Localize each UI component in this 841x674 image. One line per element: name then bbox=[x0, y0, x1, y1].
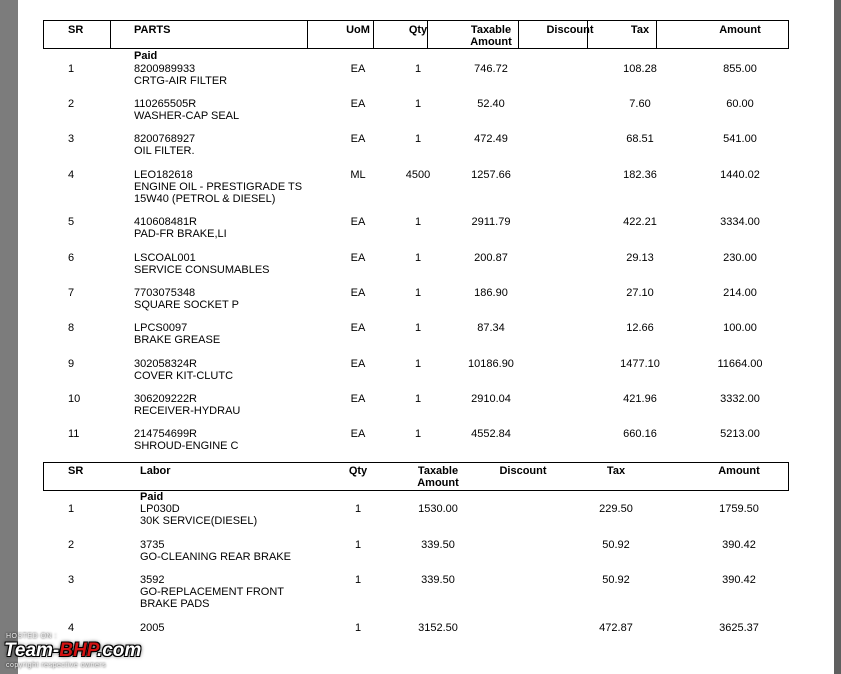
parts-row-uom: EA bbox=[350, 133, 366, 145]
labor-row-amount: 390.42 bbox=[722, 539, 756, 551]
labor-row-taxable: 3152.50 bbox=[418, 622, 458, 634]
labor-row-desc: 2005 bbox=[140, 622, 165, 634]
parts-row-uom: EA bbox=[350, 322, 366, 334]
parts-row-desc: CRTG-AIR FILTER bbox=[134, 75, 228, 87]
parts-row-tax: 29.13 bbox=[626, 252, 654, 264]
parts-row-uom: EA bbox=[350, 428, 366, 440]
labor-row-sr: 3 bbox=[68, 574, 75, 586]
watermark bbox=[4, 633, 204, 673]
labor-row-taxable: 1530.00 bbox=[418, 503, 458, 515]
parts-row-amount: 5213.00 bbox=[720, 428, 760, 440]
watermark-brand-b: BHP bbox=[59, 640, 97, 661]
parts-row-desc: 110265505R bbox=[134, 98, 197, 110]
parts-row-tax: 421.96 bbox=[623, 393, 657, 405]
labor-row-sr: 1 bbox=[68, 503, 75, 515]
labor-row-sr: 2 bbox=[68, 539, 75, 551]
parts-row-tax: 660.16 bbox=[623, 428, 657, 440]
parts-row-qty: 1 bbox=[414, 216, 422, 228]
parts-row-amount: 3334.00 bbox=[720, 216, 760, 228]
labor-header-discount: Discount bbox=[499, 465, 547, 477]
parts-row-uom: EA bbox=[350, 63, 366, 75]
parts-row-taxable: 4552.84 bbox=[471, 428, 511, 440]
parts-row-amount: 11664.00 bbox=[717, 358, 763, 370]
parts-row-desc: BRAKE GREASE bbox=[134, 334, 221, 346]
labor-header-sr: SR bbox=[68, 465, 84, 477]
watermark-brand bbox=[4, 640, 141, 662]
labor-row-desc: 3592 bbox=[140, 574, 165, 586]
parts-row-qty: 1 bbox=[414, 322, 422, 334]
parts-row-desc: 15W40 (PETROL & DIESEL) bbox=[134, 193, 276, 205]
parts-row-taxable: 2910.04 bbox=[471, 393, 511, 405]
labor-row-taxable: 339.50 bbox=[421, 574, 455, 586]
parts-row-desc: LEO182618 bbox=[134, 169, 193, 181]
labor-row-tax: 229.50 bbox=[599, 503, 633, 515]
parts-row-uom: EA bbox=[350, 287, 366, 299]
labor-row-sr: 4 bbox=[68, 622, 75, 634]
parts-header-sr: SR bbox=[68, 24, 84, 36]
parts-row-desc: 410608481R bbox=[134, 216, 198, 228]
parts-row-sr: 11 bbox=[68, 428, 80, 440]
parts-row-taxable: 200.87 bbox=[474, 252, 508, 264]
parts-row-taxable: 2911.79 bbox=[471, 216, 511, 228]
labor-row-desc: BRAKE PADS bbox=[140, 598, 210, 610]
labor-row-qty: 1 bbox=[354, 622, 362, 634]
parts-row-qty: 1 bbox=[414, 252, 422, 264]
labor-row-amount: 3625.37 bbox=[719, 622, 759, 634]
parts-row-amount: 230.00 bbox=[723, 252, 757, 264]
parts-row-amount: 1440.02 bbox=[720, 169, 760, 181]
labor-header-labor: Labor bbox=[140, 465, 171, 477]
labor-row-amount: 390.42 bbox=[722, 574, 756, 586]
labor-row-desc: 3735 bbox=[140, 539, 165, 551]
labor-header-amount: Amount bbox=[718, 465, 760, 477]
parts-row-desc: LSCOAL001 bbox=[134, 252, 196, 264]
watermark-brand-c: .com bbox=[96, 640, 142, 661]
parts-row-tax: 27.10 bbox=[626, 287, 654, 299]
parts-row-amount: 3332.00 bbox=[720, 393, 760, 405]
parts-row-taxable: 1257.66 bbox=[471, 169, 511, 181]
parts-row-desc: 7703075348 bbox=[134, 287, 196, 299]
parts-row-desc: SQUARE SOCKET P bbox=[134, 299, 239, 311]
parts-row-desc: 8200989933 bbox=[134, 63, 196, 75]
parts-row-sr: 1 bbox=[68, 63, 75, 75]
parts-row-taxable: 87.34 bbox=[477, 322, 505, 334]
watermark-brand-a: Team- bbox=[4, 640, 60, 661]
parts-row-qty: 1 bbox=[414, 133, 422, 145]
parts-row-qty: 1 bbox=[414, 98, 422, 110]
parts-header-qty: Qty bbox=[408, 24, 428, 36]
parts-row-desc: OIL FILTER. bbox=[134, 145, 195, 157]
parts-row-qty: 1 bbox=[414, 393, 422, 405]
parts-row-taxable: 746.72 bbox=[474, 63, 508, 75]
parts-row-sr: 5 bbox=[68, 216, 75, 228]
parts-row-sr: 10 bbox=[68, 393, 81, 405]
labor-row-tax: 472.87 bbox=[599, 622, 633, 634]
parts-row-taxable: 472.49 bbox=[474, 133, 508, 145]
parts-row-tax: 7.60 bbox=[629, 98, 651, 110]
labor-row-tax: 50.92 bbox=[602, 539, 630, 551]
labor-row-taxable: 339.50 bbox=[421, 539, 455, 551]
parts-row-desc: SHROUD-ENGINE C bbox=[134, 440, 239, 452]
parts-row-qty: 1 bbox=[414, 358, 422, 370]
watermark-copyright: copyright respective owners bbox=[6, 662, 107, 669]
parts-row-qty: 4500 bbox=[405, 169, 431, 181]
parts-row-uom: EA bbox=[350, 393, 366, 405]
parts-row-uom: EA bbox=[350, 252, 366, 264]
parts-row-amount: 541.00 bbox=[723, 133, 757, 145]
parts-header-taxable: Taxable bbox=[470, 24, 512, 36]
labor-header-tax: Tax bbox=[606, 465, 626, 477]
labor-row-tax: 50.92 bbox=[602, 574, 630, 586]
labor-row-desc: 30K SERVICE(DIESEL) bbox=[140, 515, 258, 527]
parts-row-desc: RECEIVER-HYDRAU bbox=[134, 405, 241, 417]
parts-row-desc: PAD-FR BRAKE,LI bbox=[134, 228, 227, 240]
parts-row-sr: 7 bbox=[68, 287, 75, 299]
labor-row-qty: 1 bbox=[354, 539, 362, 551]
parts-row-uom: ML bbox=[350, 169, 366, 181]
parts-header-parts: PARTS bbox=[134, 24, 171, 36]
labor-row-desc: GO-CLEANING REAR BRAKE bbox=[140, 551, 291, 563]
parts-row-tax: 68.51 bbox=[626, 133, 654, 145]
parts-row-tax: 422.21 bbox=[623, 216, 657, 228]
parts-row-tax: 1477.10 bbox=[620, 358, 660, 370]
viewer-edge bbox=[834, 0, 841, 674]
parts-row-taxable: 186.90 bbox=[474, 287, 508, 299]
labor-row-desc: LP030D bbox=[140, 503, 180, 515]
parts-row-desc: 306209222R bbox=[134, 393, 198, 405]
parts-header-uom: UoM bbox=[346, 24, 370, 36]
parts-row-sr: 3 bbox=[68, 133, 75, 145]
parts-row-amount: 60.00 bbox=[726, 98, 754, 110]
parts-row-uom: EA bbox=[350, 216, 366, 228]
parts-row-taxable: 10186.90 bbox=[468, 358, 514, 370]
parts-row-desc: 302058324R bbox=[134, 358, 198, 370]
parts-row-amount: 214.00 bbox=[723, 287, 757, 299]
watermark-hosted: HOSTED ON : bbox=[6, 633, 58, 640]
parts-row-sr: 4 bbox=[68, 169, 75, 181]
parts-row-sr: 2 bbox=[68, 98, 75, 110]
labor-header-taxable-amount: Amount bbox=[417, 477, 459, 489]
parts-group-paid: Paid bbox=[134, 50, 158, 62]
parts-row-amount: 855.00 bbox=[723, 63, 757, 75]
parts-row-desc: LPCS0097 bbox=[134, 322, 188, 334]
labor-row-desc: GO-REPLACEMENT FRONT bbox=[140, 586, 285, 598]
labor-header-taxable: Taxable bbox=[417, 465, 459, 477]
parts-row-sr: 6 bbox=[68, 252, 75, 264]
labor-header-qty: Qty bbox=[348, 465, 368, 477]
parts-row-qty: 1 bbox=[414, 63, 422, 75]
parts-row-uom: EA bbox=[350, 98, 366, 110]
parts-row-desc: 8200768927 bbox=[134, 133, 196, 145]
parts-row-desc: COVER KIT-CLUTC bbox=[134, 370, 234, 382]
parts-row-qty: 1 bbox=[414, 428, 422, 440]
parts-row-tax: 182.36 bbox=[623, 169, 657, 181]
labor-group-paid: Paid bbox=[140, 491, 164, 503]
parts-row-desc: SERVICE CONSUMABLES bbox=[134, 264, 270, 276]
parts-row-tax: 108.28 bbox=[623, 63, 657, 75]
parts-row-desc: ENGINE OIL - PRESTIGRADE TS bbox=[134, 181, 303, 193]
parts-header-tax: Tax bbox=[630, 24, 650, 36]
parts-row-desc: 214754699R bbox=[134, 428, 198, 440]
parts-row-amount: 100.00 bbox=[723, 322, 757, 334]
parts-header-discount: Discount bbox=[546, 24, 594, 36]
labor-row-amount: 1759.50 bbox=[719, 503, 759, 515]
parts-row-taxable: 52.40 bbox=[477, 98, 505, 110]
parts-row-desc: WASHER-CAP SEAL bbox=[134, 110, 240, 122]
parts-row-qty: 1 bbox=[414, 287, 422, 299]
parts-row-sr: 8 bbox=[68, 322, 75, 334]
parts-row-tax: 12.66 bbox=[626, 322, 654, 334]
parts-row-sr: 9 bbox=[68, 358, 75, 370]
labor-row-qty: 1 bbox=[354, 574, 362, 586]
labor-row-qty: 1 bbox=[354, 503, 362, 515]
parts-row-uom: EA bbox=[350, 358, 366, 370]
parts-header-amount: Amount bbox=[719, 24, 761, 36]
parts-header-taxable-amount: Amount bbox=[470, 36, 512, 48]
